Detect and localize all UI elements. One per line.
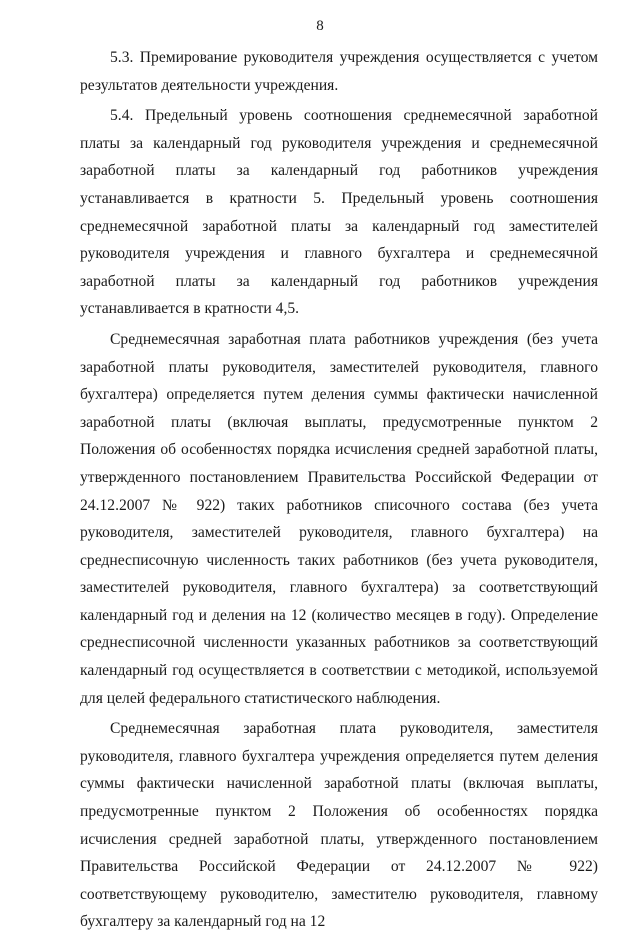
paragraph-management-average-salary: Среднемесячная заработная плата руководителя, заместителя руководителя, главного бухгалтера учреждения определяется путем деления суммы фактически начисленной заработной платы (включая выплаты, предусмотренные пунктом 2 Положения об особенностях порядка исчисления средней заработной платы, утвержденного постановлением Правительства Российской Федерации от 24.12.2007 № 922) соответствующему руководителю, заместителю руководителя, главному бухгалтеру за календарный год на 12 (80, 720, 598, 931)
paragraph-5-4: 5.4. Предельный уровень соотношения среднемесячной заработной платы за календарный год руководителя учреждения и среднемесячной заработной платы за календарный год работников учреждения устанавливается в кратности 5. Предельный уровень соотношения среднемесячной заработной платы за календарный год заместителей руководителя учреждения и главного бухгалтера и среднемесячной заработной платы за календарный год работников учреждения устанавливается в кратности 4,5. (80, 107, 598, 318)
document-body (80, 44, 598, 936)
paragraph-5-3: 5.3. Премирование руководителя учреждения осуществляется с учетом результатов деятельности учреждения. (80, 49, 598, 94)
paragraph-employees-average-salary: Среднемесячная заработная плата работников учреждения (без учета заработной платы руководителя, заместителей руководителя, главного бухгалтера) определяется путем деления суммы фактически начисленной заработной платы (включая выплаты, предусмотренные пунктом 2 Положения об особенностях порядка исчисления средней заработной платы, утвержденного постановлением Правительства Российской Федерации от 24.12.2007 № 922) таких работников списочного состава (без учета руководителя, заместителей руководителя, главного бухгалтера) на среднесписочную численность таких работников (без учета руководителя, заместителей руководителя, главного бухгалтера) за соответствующий календарный год и деления на 12 (количество месяцев в году). Определение среднесписочной численности указанных работников за соответствующий календарный год осуществляется в соответствии с методикой, используемой для целей федерального статистического наблюдения. (80, 330, 598, 707)
page-number: 8 (316, 18, 324, 34)
